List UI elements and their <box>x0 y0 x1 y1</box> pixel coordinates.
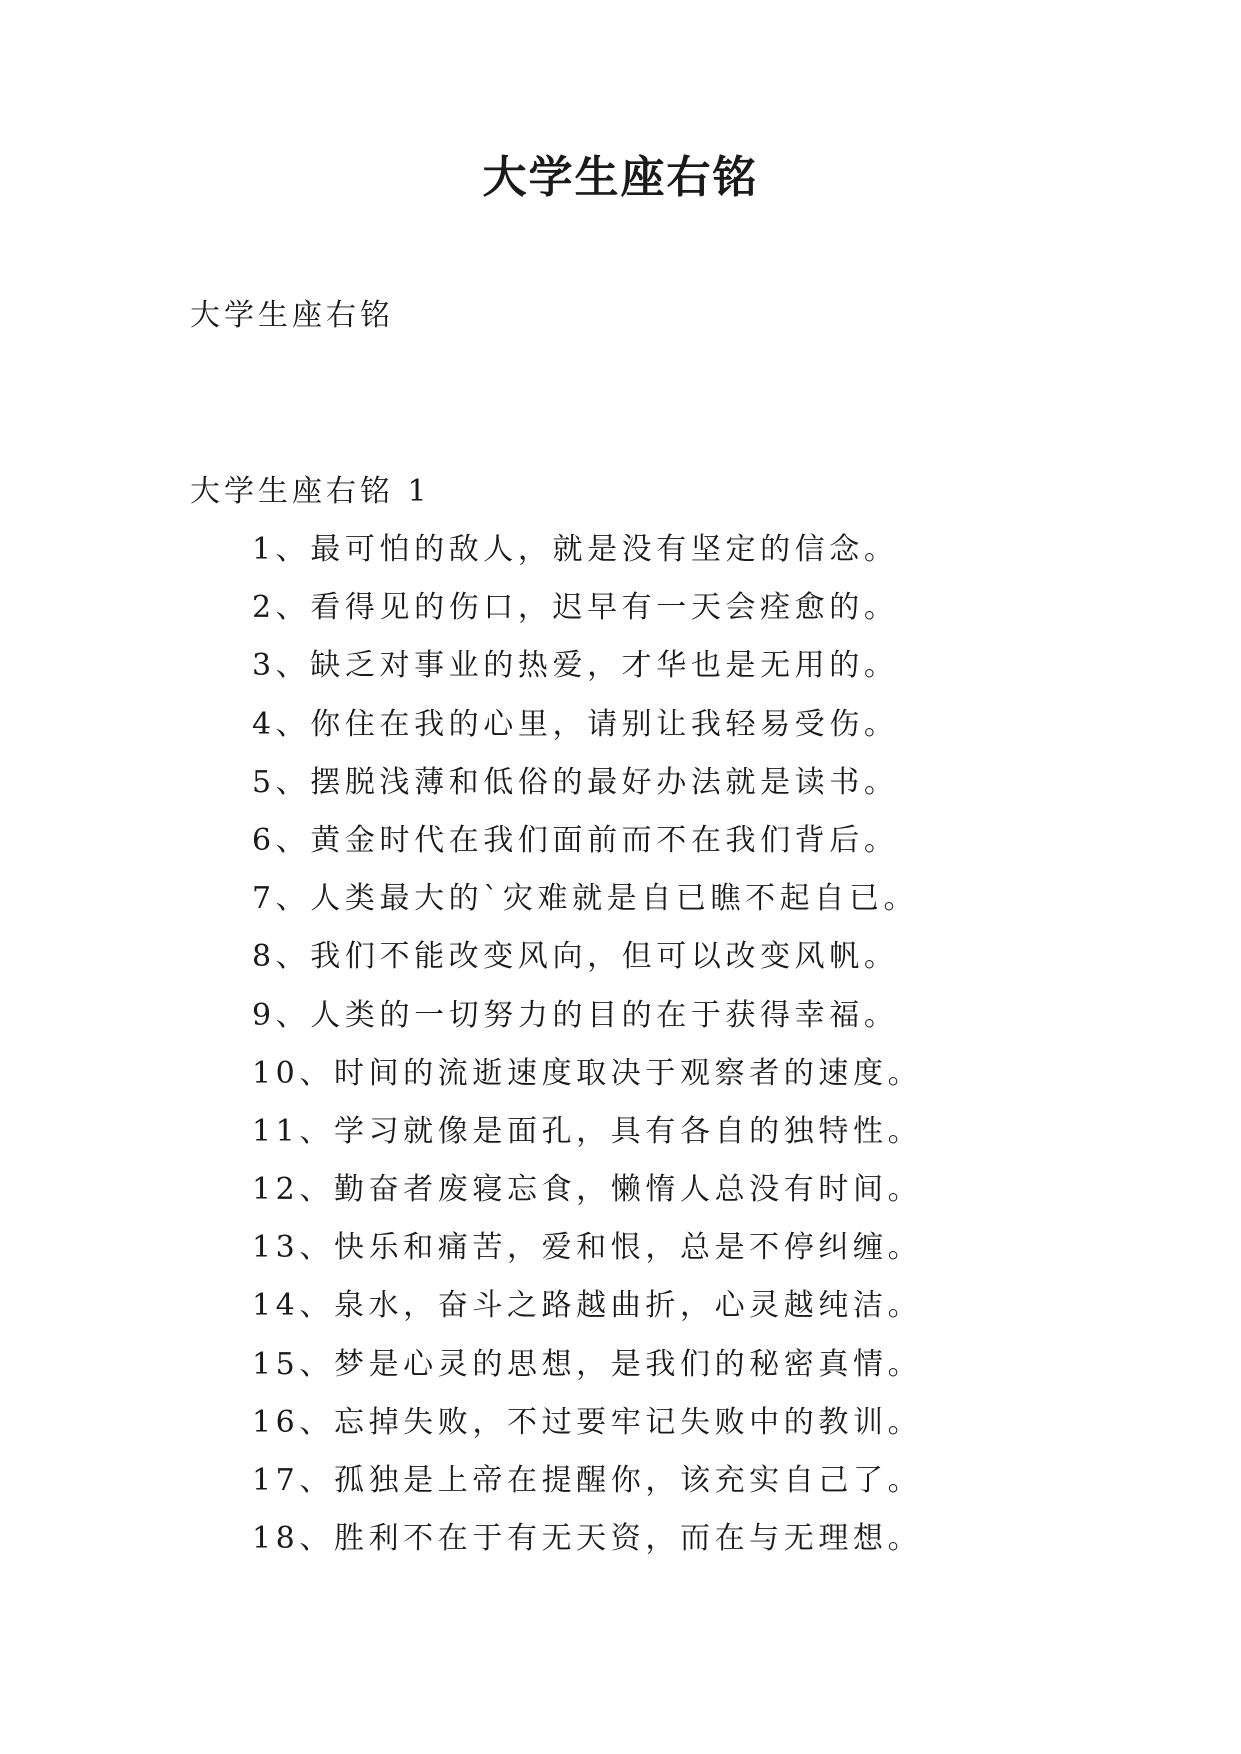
document-title: 大学生座右铭 <box>482 152 759 203</box>
motto-item-3: 3、缺乏对事业的热爱，才华也是无用的。 <box>252 648 899 684</box>
motto-list <box>252 530 922 1577</box>
motto-item-11: 11、学习就像是面孔，具有各自的独特性。 <box>252 1113 923 1149</box>
motto-item-16: 16、忘掉失败，不过要牢记失败中的教训。 <box>252 1404 923 1440</box>
motto-item-18: 18、胜利不在于有无天资，而在与无理想。 <box>252 1521 923 1557</box>
motto-item-15: 15、梦是心灵的思想，是我们的秘密真情。 <box>252 1346 923 1382</box>
motto-item-4: 4、你住在我的心里，请别让我轻易受伤。 <box>252 706 899 742</box>
motto-item-7: 7、人类最大的`灾难就是自已瞧不起自已。 <box>252 881 919 917</box>
motto-item-12: 12、勤奋者废寝忘食，懒惰人总没有时间。 <box>252 1172 923 1208</box>
document-subheading: 大学生座右铭 <box>190 298 394 333</box>
motto-item-10: 10、时间的流逝速度取决于观察者的速度。 <box>252 1055 923 1091</box>
motto-item-9: 9、人类的一切努力的目的在于获得幸福。 <box>252 997 899 1033</box>
motto-item-14: 14、泉水，奋斗之路越曲折，心灵越纯洁。 <box>252 1288 923 1324</box>
section-heading: 大学生座右铭 1 <box>190 474 431 509</box>
motto-item-13: 13、快乐和痛苦，爱和恨，总是不停纠缠。 <box>252 1230 923 1266</box>
motto-item-6: 6、黄金时代在我们面前而不在我们背后。 <box>252 822 899 858</box>
motto-item-17: 17、孤独是上帝在提醒你，该充实自己了。 <box>252 1463 923 1498</box>
motto-item-8: 8、我们不能改变风向，但可以改变风帆。 <box>252 939 899 975</box>
motto-item-1: 1、最可怕的敌人，就是没有坚定的信念。 <box>252 532 899 567</box>
motto-item-2: 2、看得见的伤口，迟早有一天会痊愈的。 <box>252 590 899 626</box>
motto-item-5: 5、摆脱浅薄和低俗的最好办法就是读书。 <box>252 764 899 800</box>
